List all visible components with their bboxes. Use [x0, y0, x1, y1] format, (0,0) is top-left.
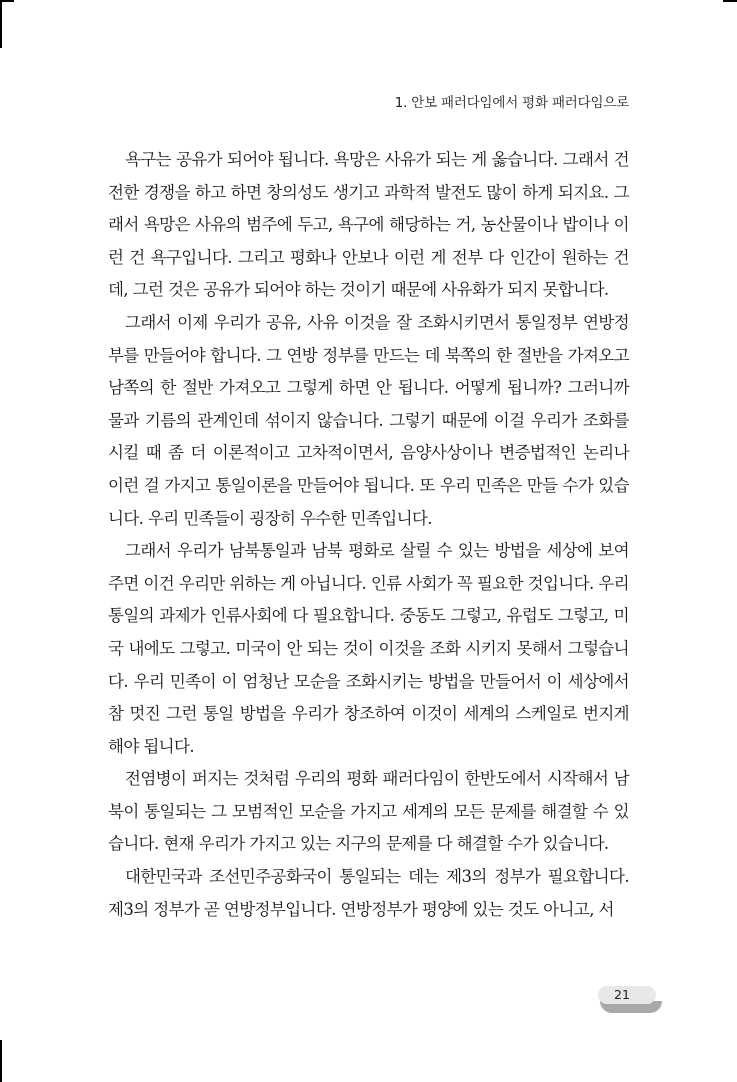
body-text	[108, 144, 629, 926]
crop-mark-top-left	[0, 0, 2, 48]
page-number: 21	[614, 987, 630, 1002]
crop-mark-bottom-left	[0, 1040, 2, 1082]
paragraph-1: 욕구는 공유가 되어야 됩니다. 욕망은 사유가 되는 게 옳습니다. 그래서 건전한 경쟁을 하고 하면 창의성도 생기고 과학적 발전도 많이 하게 되지요. 그래서 욕망은 사유의 범주에 두고, 욕구에 해당하는 거, 농산물이나 밥이나 이런 건 욕구입니다. 그리고 평화나 안보나 이런 게 전부 다 인간이 원하는 건데, 그런 것은 공유가 되어야 하는 것이기 때문에 사유화가 되지 못합니다.	[108, 150, 629, 300]
paragraph-3: 그래서 우리가 남북통일과 남북 평화로 살릴 수 있는 방법을 세상에 보여주면 이건 우리만 위하는 게 아닙니다. 인류 사회가 꼭 필요한 것입니다. 우리 통일의 과제가 인류사회에 다 필요합니다. 중동도 그렇고, 유럽도 그렇고, 미국 내에도 그렇고. 미국이 안 되는 것이 이것을 조화 시키지 못해서 그렇습니다. 우리 민족이 이 엄청난 모순을 조화시키는 방법을 만들어서 이 세상에서 참 멋진 그런 통일 방법을 우리가 창조하여 이것이 세계의 스케일로 번지게 해야 됩니다.	[108, 541, 629, 756]
crop-mark-top-left-h	[0, 0, 14, 2]
paragraph-2: 그래서 이제 우리가 공유, 사유 이것을 잘 조화시키면서 통일정부 연방정부를 만들어야 합니다. 그 연방 정부를 만드는 데 북쪽의 한 절반을 가져오고 남쪽의 한 절반 가져오고 그렇게 하면 안 됩니다. 어떻게 됩니까? 그러니까 물과 기름의 관계인데 섞이지 않습니다. 그렇기 때문에 이걸 우리가 조화를 시킬 때 좀 더 이론적이고 고차적이면서, 음양사상이나 변증법적인 논리나 이런 걸 가지고 통일이론을 만들어야 됩니다. 또 우리 민족은 만들 수가 있습니다. 우리 민족들이 굉장히 우수한 민족입니다.	[108, 312, 629, 528]
paragraph-4: 전염병이 퍼지는 것처럼 우리의 평화 패러다임이 한반도에서 시작해서 남북이 통일되는 그 모범적인 모순을 가지고 세계의 모든 문제를 해결할 수 있습니다. 현재 우리가 가지고 있는 지구의 문제를 다 해결할 수가 있습니다.	[108, 769, 629, 854]
paragraph-5: 대한민국과 조선민주공화국이 통일되는 데는 제3의 정부가 필요합니다. 제3의 정부가 곧 연방정부입니다. 연방정부가 평양에 있는 것도 아니고, 서	[108, 867, 629, 919]
crop-mark-top-right	[723, 0, 737, 2]
running-header: 1. 안보 패러다임에서 평화 패러다임으로	[394, 95, 629, 111]
